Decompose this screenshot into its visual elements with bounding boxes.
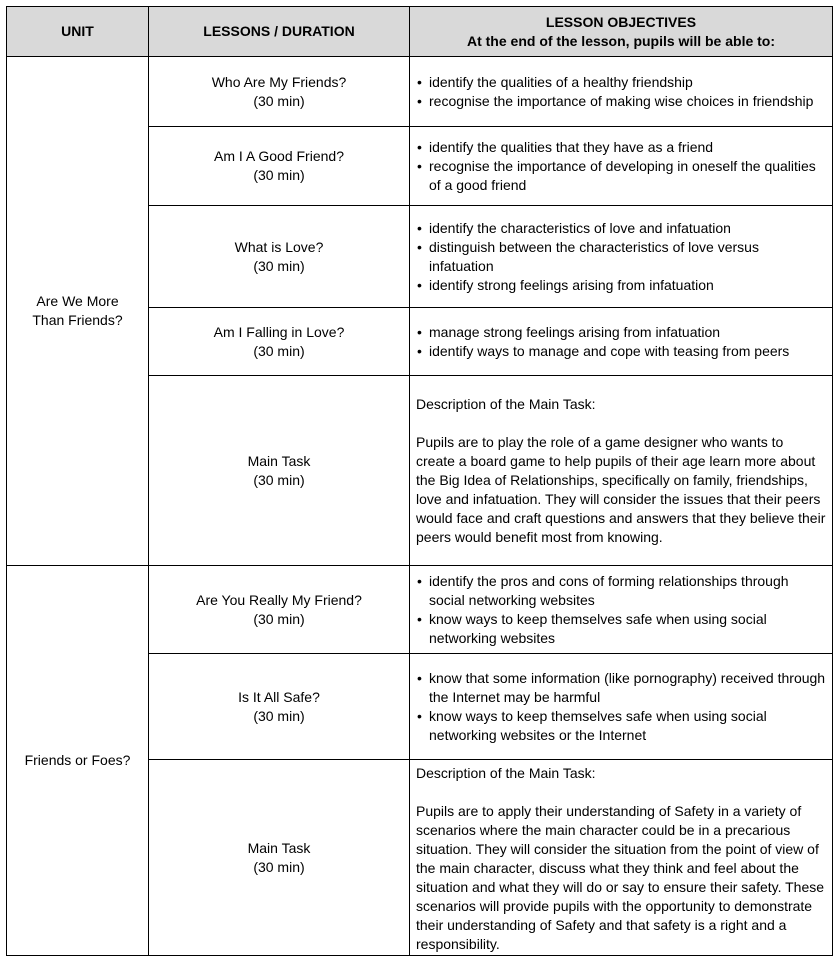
lesson-cell [149,654,410,760]
lesson-cell [149,127,410,206]
main-task-cell [410,376,833,566]
objectives-cell [410,127,833,206]
lesson-duration: (30 min) [253,257,305,274]
objectives-list [416,219,826,295]
lesson-title: Main Task [247,839,311,856]
objective-item: • identify the qualities of a healthy friendship [416,73,826,92]
objective-item: • know ways to keep themselves safe when using social networking websites or the Internet [416,707,826,745]
main-task-cell [410,760,833,956]
lesson-duration: (30 min) [253,92,305,109]
lesson-duration: (30 min) [253,167,305,183]
objectives-list [416,73,826,111]
main-task-heading: Description of the Main Task: [416,395,596,412]
objective-item: • recognise the importance of developing in oneself the qualities of a good friend [416,157,826,195]
lesson-title: Is It All Safe? [238,688,320,705]
objectives-cell [410,654,833,760]
objectives-cell [410,57,833,127]
lesson-cell [149,376,410,566]
lesson-cell [149,308,410,376]
objective-item: • identify the pros and cons of forming relationships through social networking websites [416,572,826,610]
objectives-list [416,572,826,648]
spacer [416,414,826,433]
lesson-title: What is Love? [234,238,324,255]
lesson-cell [149,57,410,127]
objectives-header-title: LESSON OBJECTIVES [545,13,697,30]
lesson-title: Who Are My Friends? [211,73,347,90]
lesson-duration: (30 min) [253,858,305,875]
lessons-column-header: LESSONS / DURATION [149,7,410,57]
lesson-title: Are You Really My Friend? [196,591,362,608]
lesson-duration: (30 min) [253,610,305,627]
lesson-duration: (30 min) [253,707,305,724]
objective-item: • identify strong feelings arising from infatuation [416,276,826,295]
objectives-column-header [410,7,833,57]
objective-item: • identify the qualities that they have as a friend [416,138,826,157]
objectives-cell [410,206,833,308]
unit-name: Friends or Foes? [7,566,149,956]
lesson-cell [149,760,410,956]
objectives-header-subtitle: At the end of the lesson, pupils will be able to: [466,32,776,49]
unit-column-header: UNIT [7,7,149,57]
table-row [7,57,833,127]
objective-item: • know that some information (like pornography) received through the Internet may be harmful [416,669,826,707]
main-task-description: Pupils are to play the role of a game designer who wants to create a board game to help pupils of their age learn more about the Big Idea of Relationships, specifically on family, friendships, love and infatuation. They will consider the issues that their peers would face and craft questions and answers that they believe their peers would benefit most from knowing. [416,433,826,545]
objective-item: • manage strong feelings arising from infatuation [416,323,826,342]
lesson-plan-table [6,6,833,956]
objective-item: • identify ways to manage and cope with teasing from peers [416,342,826,361]
objectives-cell [410,308,833,376]
lesson-title: Am I Falling in Love? [213,323,345,340]
objective-item: • know ways to keep themselves safe when using social networking websites [416,610,826,648]
table-header-row [7,7,833,57]
objectives-list [416,323,826,361]
objectives-cell [410,566,833,654]
spacer [416,783,826,802]
lesson-cell [149,566,410,654]
objective-item: • recognise the importance of making wise choices in friendship [416,92,826,111]
main-task-heading: Description of the Main Task: [416,765,596,781]
lesson-cell [149,206,410,308]
objectives-list [416,138,826,195]
objectives-list [416,669,826,745]
lesson-title: Am I A Good Friend? [214,148,344,164]
table-row [7,566,833,654]
lesson-title: Main Task [247,452,311,469]
unit-name: Are We More Than Friends? [7,57,149,566]
lesson-duration: (30 min) [253,342,305,359]
lesson-duration: (30 min) [253,471,305,488]
main-task-description: Pupils are to apply their understanding of Safety in a variety of scenarios where the main character could be in a precarious situation. They will consider the situation from the point of view of the main character, discuss what they think and feel about the situation and what they will do or say to ensure their safety. These scenarios will provide pupils with the opportunity to demonstrate their understanding of Safety and that safety is a right and a responsibility. [416,803,825,952]
objective-item: • identify the characteristics of love and infatuation [416,219,826,238]
objective-item: • distinguish between the characteristics of love versus infatuation [416,238,826,276]
